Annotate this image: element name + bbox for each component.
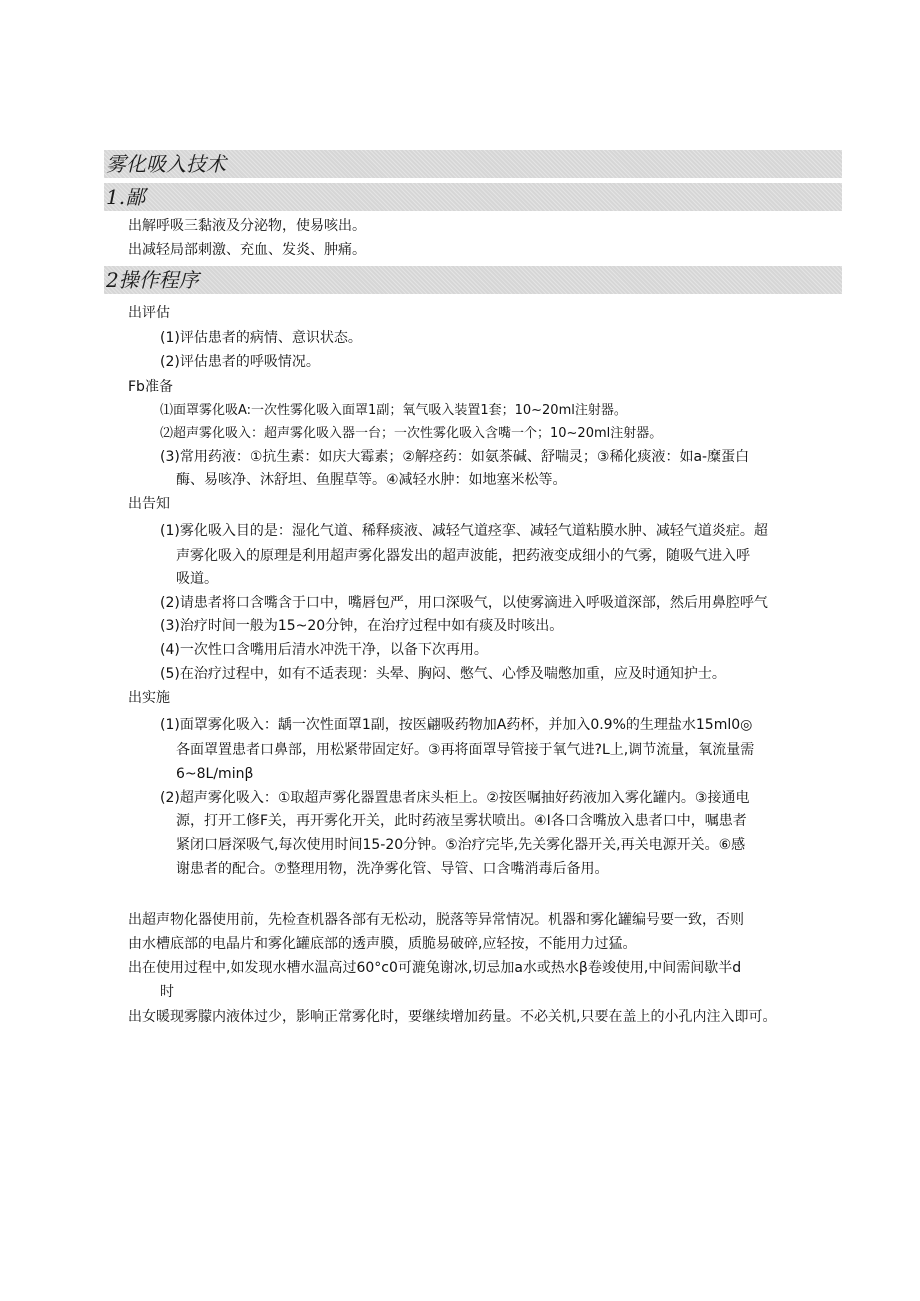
inform-item-5: (5)在治疗过程中，如有不适表现：头晕、胸闷、憋气、心悸及喘憋加重，应及时通知护士。 xyxy=(160,666,726,682)
note-2-cont: 时 xyxy=(160,984,174,1000)
assess-item-2: (2)评估患者的呼吸情况。 xyxy=(160,354,320,370)
implement-item-2-cont-2: 紧闭口唇深吸气,每次使用时间15-20分钟。⑤治疗完毕,先关雾化器开关,再关电源开关。⑥感 xyxy=(176,837,746,853)
prepare-item-3: (3)常用药液：①抗生素：如庆大霉素；②解痉药：如氨茶碱、舒喘灵；③稀化痰液：如a-糜蛋白 xyxy=(160,449,750,465)
prepare-item-1: ⑴面罩雾化吸A:一次性雾化吸入面罩1副；氧气吸入装置1套；10~20ml注射器。 xyxy=(160,403,627,418)
inform-item-1-cont-2: 吸道。 xyxy=(176,571,218,587)
note-1-cont: 由水槽底部的电晶片和雾化罐底部的透声膜，质脆易破碎,应轻按，不能用力过猛。 xyxy=(128,936,637,952)
note-1: 出超声物化器使用前，先检查机器各部有无松动，脱落等异常情况。机器和雾化罐编号要一致，否则 xyxy=(128,912,744,928)
inform-item-2: (2)请患者将口含嘴含于口中，嘴唇包严，用口深吸气，以使雾滴进入呼吸道深部，然后用鼻腔呼气 xyxy=(160,595,768,611)
section-2-heading-bar xyxy=(104,266,842,294)
assess-label: 出评估 xyxy=(128,305,170,321)
assess-item-1: (1)评估患者的病情、意识状态。 xyxy=(160,330,362,346)
purpose-line-1: 出解呼吸三黏液及分泌物，使易咳出。 xyxy=(128,218,366,234)
prepare-item-2: ⑵超声雾化吸入：超声雾化吸入器一台；一次性雾化吸入含嘴一个；10~20ml注射器。 xyxy=(160,426,663,441)
prepare-label: Fb准备 xyxy=(128,379,173,395)
inform-label: 出告知 xyxy=(128,496,170,512)
inform-item-1: (1)雾化吸入目的是：湿化气道、稀释痰液、减轻气道痉挛、减轻气道粘膜水肿、减轻气道炎症。超 xyxy=(160,523,768,539)
implement-label: 出实施 xyxy=(128,690,170,706)
section-2-heading: 2操作程序 xyxy=(106,268,199,292)
inform-item-3: (3)治疗时间一般为15~20分钟，在治疗过程中如有痰及时咳出。 xyxy=(160,618,564,634)
section-1-heading: 1.鄙 xyxy=(106,185,146,209)
section-1-heading-bar xyxy=(104,183,842,211)
inform-item-4: (4)一次性口含嘴用后清水冲洗干净，以备下次再用。 xyxy=(160,642,488,658)
note-3: 出女暖现雾朦内液体过少，影响正常雾化时，要继续增加药量。不必关机,只要在盖上的小孔内注入即可。 xyxy=(128,1009,777,1025)
page-title: 雾化吸入技术 xyxy=(106,152,226,176)
implement-item-1: (1)面罩雾化吸入：龋一次性面罩1副，按医翩吸药物加A药杯，并加入0.9%的生理盐水15ml0◎ xyxy=(160,717,753,733)
purpose-line-2: 出减轻局部刺激、充血、发炎、肿痛。 xyxy=(128,242,366,258)
prepare-item-3-cont: 酶、易咳净、沐舒坦、鱼腥草等。④减轻水肿：如地塞米松等。 xyxy=(176,472,567,488)
implement-item-2-cont-3: 谢患者的配合。⑦整理用物，洗净雾化管、导管、口含嘴消毒后备用。 xyxy=(176,861,609,877)
implement-item-1-cont-2: 6~8L∕minβ xyxy=(176,766,254,782)
implement-item-2-cont-1: 源，打开工修F关，再开雾化开关，此时药液呈雾状喷出。④I各口含嘴放入患者口中，嘱患者 xyxy=(176,813,747,829)
implement-item-2: (2)超声雾化吸入：①取超声雾化器置患者床头柜上。②按医嘱抽好药液加入雾化罐内。③接通电 xyxy=(160,790,750,806)
note-2: 出在使用过程中,如发现水槽水温高过60°c0可漉兔谢冰,切忌加a水或热水β卷竣使用,中间需间歇半d xyxy=(128,960,742,976)
inform-item-1-cont-1: 声雾化吸入的原理是利用超声雾化器发出的超声波能，把药液变成细小的气雾，随吸气进入呼 xyxy=(176,548,750,564)
implement-item-1-cont-1: 各面罩置患者口鼻部，用松紧带固定好。③再将面罩导管接于氧气进?L上,调节流量，氧流量需 xyxy=(176,742,755,758)
